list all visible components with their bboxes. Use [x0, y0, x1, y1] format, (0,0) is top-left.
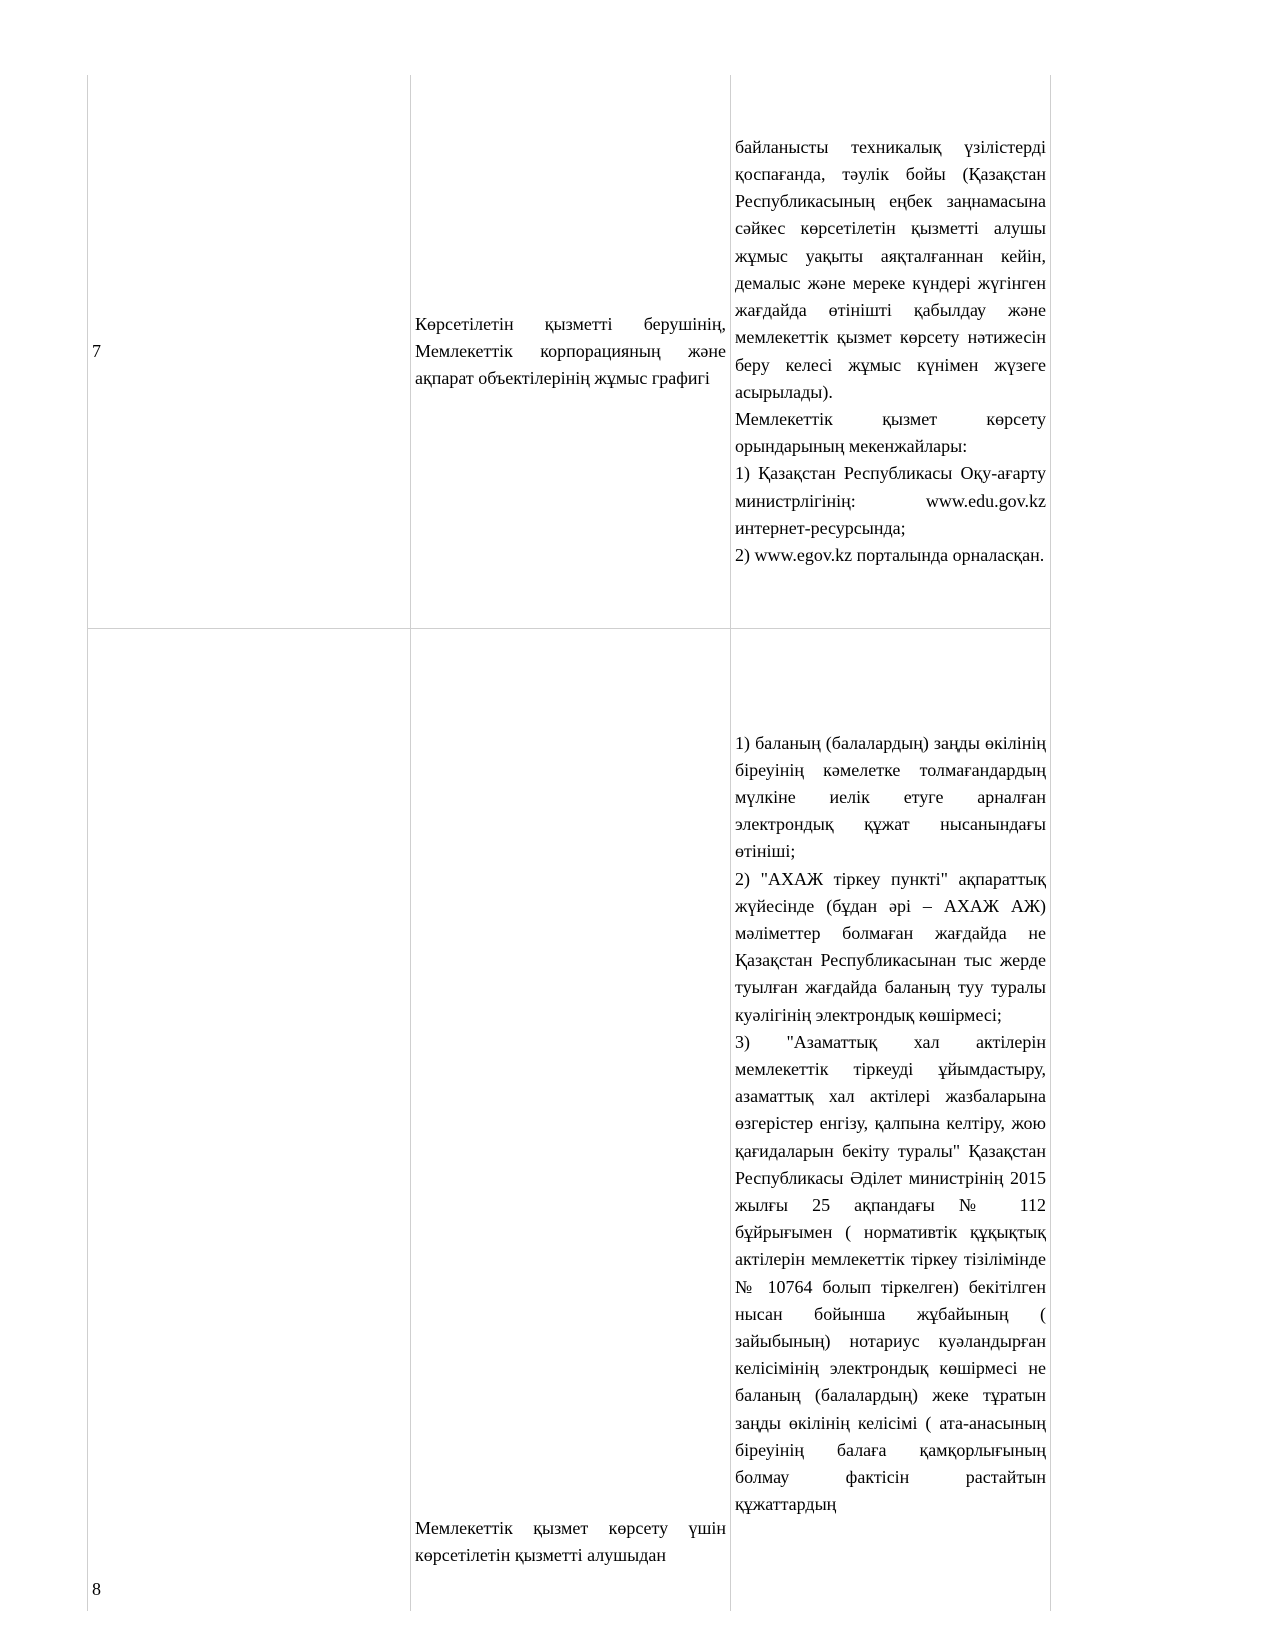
row-value-paragraph: байланысты техникалық үзілістерді қоспағанда, тәулік бойы (Қазақстан Республикасының еңбек заңнамасына сәйкес көрсетілетін қызметті алушы жұмыс уақыты аяқталғаннан кейін, демалыс және мереке күндері жүгінген жағдайда өтінішті қабылдау және мемлекеттік қызмет көрсету нәтижесін беру келесі жұмыс күнімен жүзеге асырылады).	[735, 136, 1046, 402]
row-value-paragraph: 1) Қазақстан Республикасы Оқу-ағарту министрлігінің: www.edu.gov.kz интернет-ресурсында;	[735, 463, 1046, 538]
row-value-paragraph: Мемлекеттік қызмет көрсету орындарының мекенжайлары:	[735, 408, 1046, 457]
row-number: 7	[88, 75, 411, 629]
row-value	[731, 629, 1051, 1612]
row-value-paragraph: 2) www.egov.kz порталында орналасқан.	[735, 544, 1045, 565]
row-value-paragraph: 2) "АХАЖ тіркеу пункті" ақпараттық жүйесінде (бұдан әрі – АХАЖ АЖ) мәліметтер болмаған жағдайда не Қазақстан Республикасынан тыс жерде туылған жағдайда баланың туу туралы куәлігінің электрондық көшірмесі;	[735, 868, 1046, 1025]
row-value-paragraph: 3) "Азаматтық хал актілерін мемлекеттік тіркеуді ұйымдастыру, азаматтық хал актілері жазбаларына өзгерістер енгізу, қалпына келтіру, жою қағидаларын бекіту туралы" Қазақстан Республикасы Әділет министрінің 2015 жылғы 25 ақпандағы № 112 бұйрығымен ( нормативтік құқықтық актілерін мемлекеттік тіркеу тізілімінде № 10764 болып тіркелген) бекітілген нысан бойынша жұбайының ( зайыбының) нотариус куәландырған келісімінің электрондық көшірмесі не баланың (балалардың) жеке тұратын заңды өкілінің келісімі ( ата-анасының біреуінің балаға қамқорлығының болмау фактісін растайтын құжаттардың	[735, 1031, 1046, 1515]
row-name: Көрсетілетін қызметті берушінің, Мемлекеттік корпорацияның және ақпарат объектілерінің жұмыс графигі	[411, 75, 731, 629]
table-row	[88, 75, 1051, 629]
table-row	[88, 629, 1051, 1612]
row-number: 8	[88, 629, 411, 1612]
row-value	[731, 75, 1051, 629]
row-name: Мемлекеттік қызмет көрсету үшін көрсетілетін қызметті алушыдан	[411, 629, 731, 1612]
row-value-paragraph: 1) баланың (балалардың) заңды өкілінің біреуінің кәмелетке толмағандардың мүлкіне иелік етуге арналған электрондық құжат нысанындағы өтініші;	[735, 732, 1046, 862]
service-standard-table	[87, 75, 1051, 1611]
